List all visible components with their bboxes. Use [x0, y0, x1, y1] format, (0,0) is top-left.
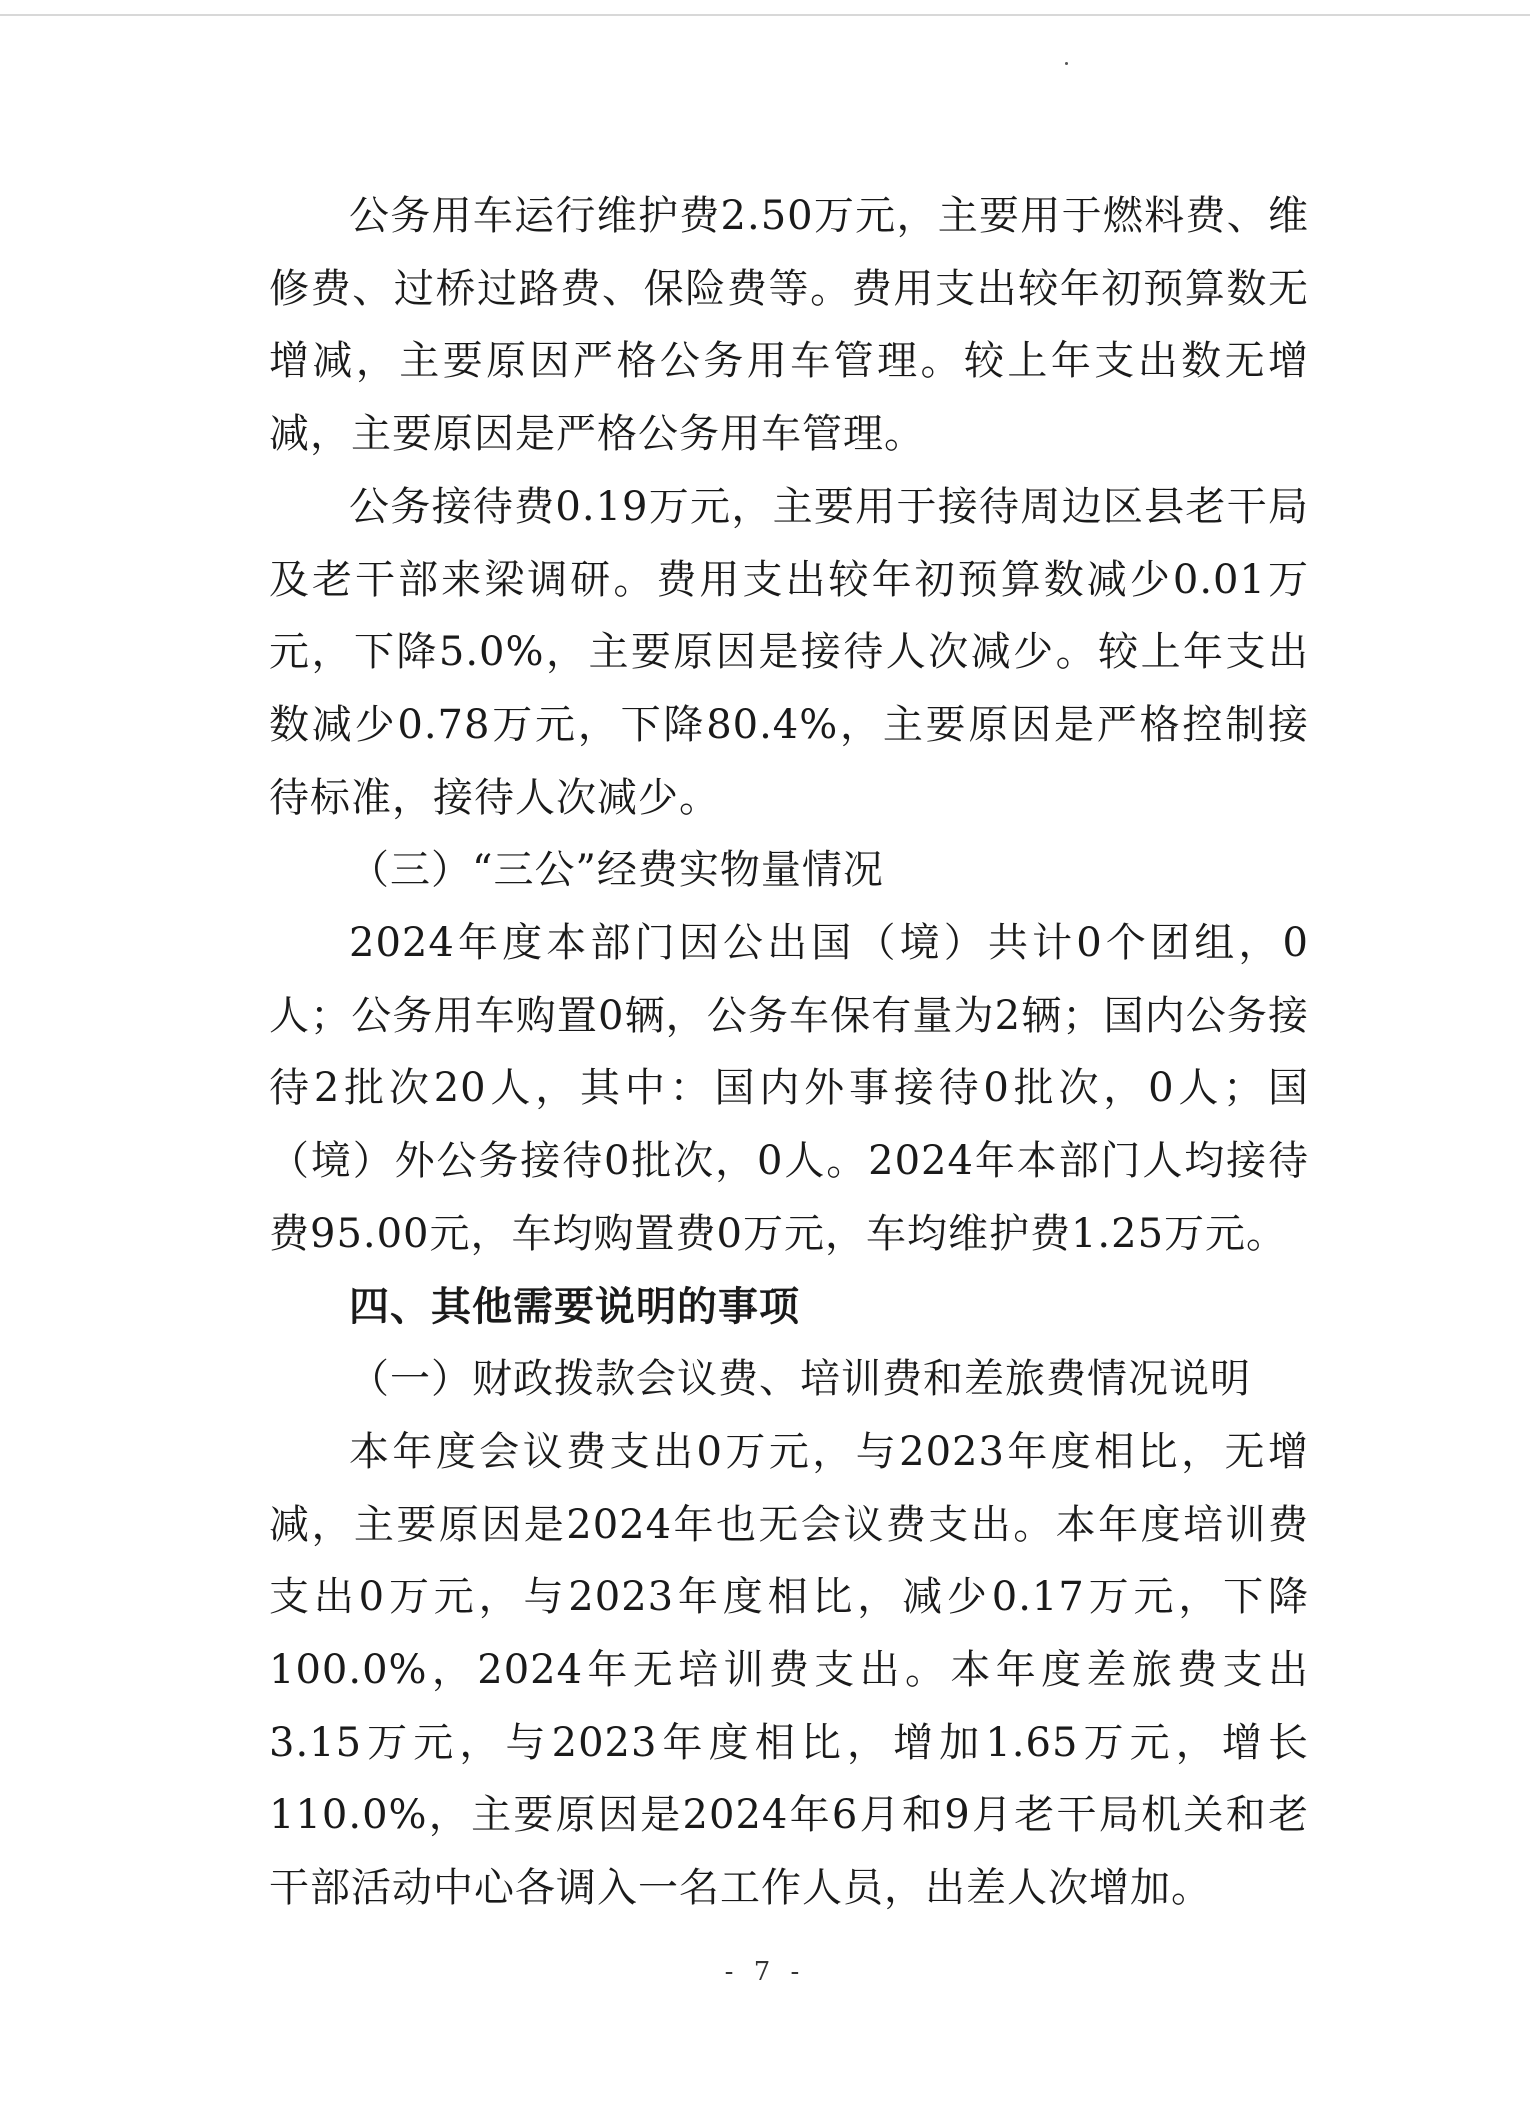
scan-speck — [1065, 62, 1068, 65]
page-number: - 7 - — [724, 1957, 806, 1987]
page-top-edge — [0, 14, 1530, 16]
paragraph-physical-quantity: 2024年度本部门因公出国（境）共计0个团组，0人；公务用车购置0辆，公务车保有量为2辆；国内公务接待2批次20人，其中：国内外事接待0批次，0人；国（境）外公务接待0批次，0人。2024年本部门人均接待费95.00元，车均购置费0万元，车均维护费1.25万元。 — [269, 920, 1309, 1257]
paragraph-official-reception: 公务接待费0.19万元，主要用于接待周边区县老干局及老干部来梁调研。费用支出较年初预算数减少0.01万元，下降5.0%，主要原因是接待人次减少。较上年支出数减少0.78万元，下降80.4%，主要原因是严格控制接待标准，接待人次减少。 — [269, 483, 1309, 821]
section-heading-physical-quantity: （三）“三公”经费实物量情况 — [349, 847, 884, 894]
subsection-heading-meeting-training-travel: （一）财政拨款会议费、培训费和差旅费情况说明 — [349, 1356, 1251, 1403]
paragraph-meeting-training-travel: 本年度会议费支出0万元，与2023年度相比，无增减，主要原因是2024年也无会议费支出。本年度培训费支出0万元，与2023年度相比，减少0.17万元，下降100.0%，2024年无培训费支出。本年度差旅费支出3.15万元，与2023年度相比，增加1.65万元，增长110.0%，主要原因是2024年6月和9月老干局机关和老干部活动中心各调入一名工作人员，出差人次增加。 — [269, 1428, 1309, 1912]
document-body — [269, 180, 1309, 1925]
paragraph-vehicle-maintenance: 公务用车运行维护费2.50万元，主要用于燃料费、维修费、过桥过路费、保险费等。费用支出较年初预算数无增减，主要原因严格公务用车管理。较上年支出数无增减，主要原因是严格公务用车管理。 — [269, 193, 1309, 458]
section-heading-other-matters: 四、其他需要说明的事项 — [349, 1283, 800, 1330]
